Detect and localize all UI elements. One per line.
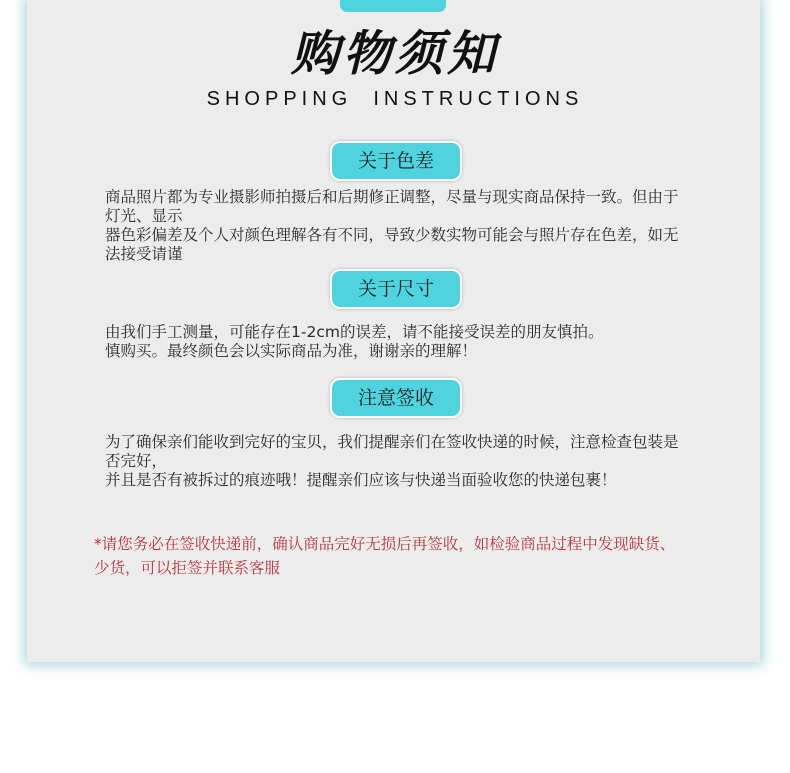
section-text-size [105,323,715,361]
text-line: 由我们手工测量，可能存在1-2cm的误差，请不能接受误差的朋友慎拍。 [105,323,604,341]
text-line: 慎购买。最终颜色会以实际商品为准，谢谢亲的理解！ [105,342,478,360]
notice-line: 少货，可以拒签并联系客服 [94,559,281,577]
section-text-color-difference [105,188,715,264]
notice-line: *请您务必在签收快递前，确认商品完好无损后再签收，如检验商品过程中发现缺货、 [94,535,676,553]
page-subtitle: SHOPPING INSTRUCTIONS [206,88,584,110]
text-line: 器色彩偏差及个人对颜色理解各有不同，导致少数实物可能会与照片存在色差，如无 [105,226,679,244]
text-line: 否完好， [105,452,168,470]
section-heading-size: 关于尺寸 [330,269,462,309]
section-text-delivery-signing [105,433,715,490]
section-heading-color-difference: 关于色差 [330,141,462,181]
top-accent-bar [340,0,446,12]
text-line: 并且是否有被拆过的痕迹哦！提醒亲们应该与快递当面验收您的快递包裹！ [105,471,617,489]
text-line: 为了确保亲们能收到完好的宝贝，我们提醒亲们在签收快递的时候，注意检查包装是 [105,433,679,451]
page-title: 购物须知 [290,26,499,82]
text-line: 灯光、显示 [105,207,183,225]
text-line: 法接受请谨 [105,245,183,263]
section-heading-delivery-signing: 注意签收 [330,378,462,418]
text-line: 商品照片都为专业摄影师拍摄后和后期修正调整，尽量与现实商品保持一致。但由于 [105,188,679,206]
signing-notice [94,532,734,580]
